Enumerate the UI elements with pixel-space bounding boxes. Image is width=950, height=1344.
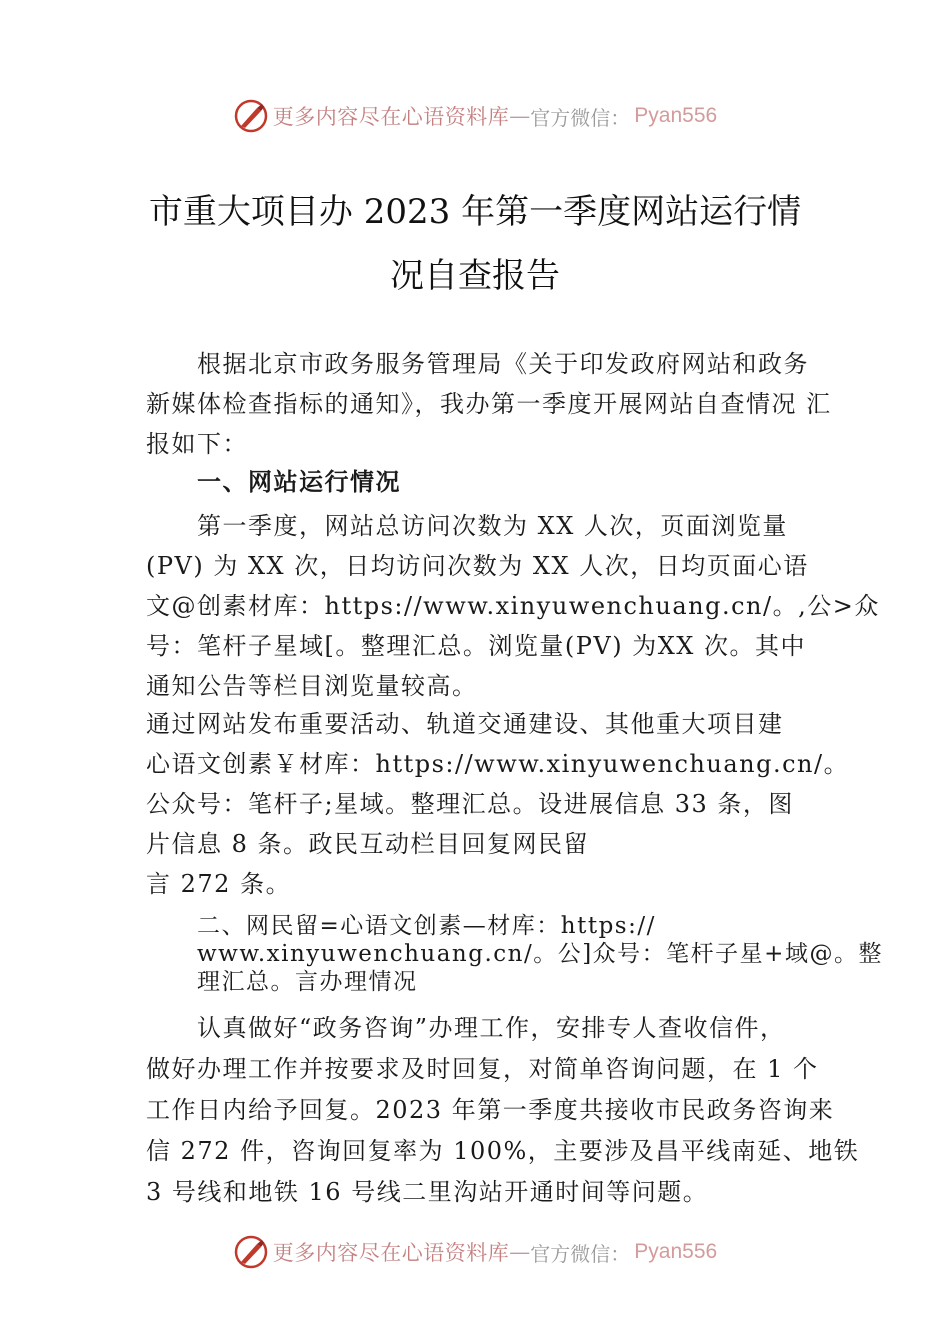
text-line: 心语文创素￥材库：https://www.xinyuwenchuang.cn/。 <box>146 750 850 778</box>
visits-paragraph <box>146 506 880 706</box>
pen-logo-icon <box>233 1234 269 1270</box>
wechat-id: Pyan556 <box>634 104 718 127</box>
document-title <box>120 180 830 308</box>
text-line: 新媒体检查指标的通知》，我办第一季度开展网站自查情况 汇 <box>146 390 832 418</box>
text-line: 第一季度，网站总访问次数为 XX 人次，页面浏览量 <box>197 512 788 540</box>
text-line: 通知公告等栏目浏览量较高。 <box>146 672 478 700</box>
text-line: www.xinyuwenchuang.cn/。公]众号：笔杆子星+域@。整 <box>197 941 883 967</box>
text-line: 通过网站发布重要活动、轨道交通建设、其他重大项目建 <box>146 710 784 738</box>
section-heading-2 <box>197 912 883 996</box>
publish-paragraph <box>146 704 850 904</box>
consult-paragraph <box>146 1008 860 1213</box>
title-line-1: 市重大项目办 2023 年第一季度网站运行情 <box>148 192 802 232</box>
text-line: 认真做好“政务咨询”办理工作，安排专人查收信件， <box>197 1014 786 1042</box>
text-line: 工作日内给予回复。2023 年第一季度共接收市民政务咨询来 <box>146 1096 835 1124</box>
text-line: 号：笔杆子星域[。整理汇总。浏览量(PV) 为XX 次。其中 <box>146 632 806 660</box>
text-line: 理汇总。言办理情况 <box>197 969 418 995</box>
text-line: 公众号：笔杆子;星域。整理汇总。设进展信息 33 条，图 <box>146 790 794 818</box>
watermark-banner-top <box>0 96 950 136</box>
pen-logo-icon <box>233 98 269 134</box>
text-line: (PV) 为 XX 次，日均访问次数为 XX 人次，日均页面心语 <box>146 552 809 580</box>
intro-paragraph <box>146 344 832 464</box>
text-line: 报如下： <box>146 430 248 458</box>
text-line: 文@创素材库：https://www.xinyuwenchuang.cn/。,公>众 <box>146 592 880 620</box>
text-line: 二、网民留=心语文创素—材库：https:// <box>197 913 656 939</box>
text-line: 3 号线和地铁 16 号线二里沟站开通时间等问题。 <box>146 1178 709 1206</box>
promo-text: 更多内容尽在心语资料库 <box>272 105 510 129</box>
text-line: 信 272 件，咨询回复率为 100%，主要涉及昌平线南延、地铁 <box>146 1137 860 1165</box>
promo-separator: — <box>509 104 531 128</box>
wechat-id: Pyan556 <box>634 1240 718 1263</box>
watermark-banner-bottom <box>0 1232 950 1272</box>
title-line-2: 况自查报告 <box>390 256 560 296</box>
promo-separator: — <box>509 1240 531 1264</box>
wechat-label: 官方微信： <box>530 1241 631 1266</box>
wechat-label: 官方微信： <box>530 105 631 130</box>
text-line: 言 272 条。 <box>146 870 292 898</box>
text-line: 片信息 8 条。政民互动栏目回复网民留 <box>146 830 590 858</box>
promo-text: 更多内容尽在心语资料库 <box>272 1241 510 1265</box>
section-heading-1: 一、网站运行情况 <box>197 467 401 496</box>
text-line: 根据北京市政务服务管理局《关于印发政府网站和政务 <box>197 350 809 378</box>
text-line: 做好办理工作并按要求及时回复，对简单咨询问题，在 1 个 <box>146 1055 819 1083</box>
